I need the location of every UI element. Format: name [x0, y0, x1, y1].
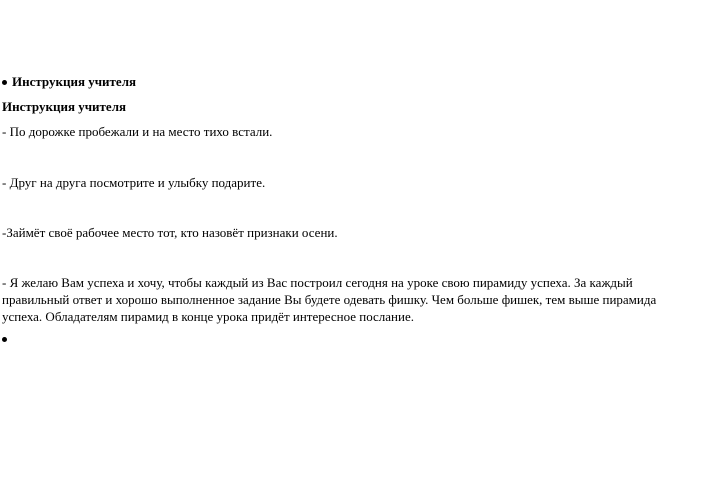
- bullet-heading: [2, 74, 136, 90]
- instruction-line-2: - Друг на друга посмотрите и улыбку подарите.: [2, 175, 266, 190]
- section-title: Инструкция учителя: [2, 99, 127, 114]
- instruction-paragraph-4: - Я желаю Вам успеха и хочу, чтобы каждый из Вас построил сегодня на уроке свою пирамиду успеха. За каждый правильный ответ и хорошо выполненное задание Вы будете одевать фишку. Чем больше фишек, тем выше пирамида успеха. Обладателям пирамид в конце урока придёт интересное послание.: [2, 275, 657, 324]
- bullet-icon: [2, 80, 7, 85]
- bullet-heading-text: Инструкция учителя: [12, 74, 137, 89]
- empty-bullet-item: [2, 331, 12, 347]
- instruction-line-3: -Займёт своё рабочее место тот, кто назовёт признаки осени.: [2, 225, 338, 240]
- bullet-icon: [2, 337, 7, 342]
- instruction-line-1: - По дорожке пробежали и на место тихо встали.: [2, 124, 273, 139]
